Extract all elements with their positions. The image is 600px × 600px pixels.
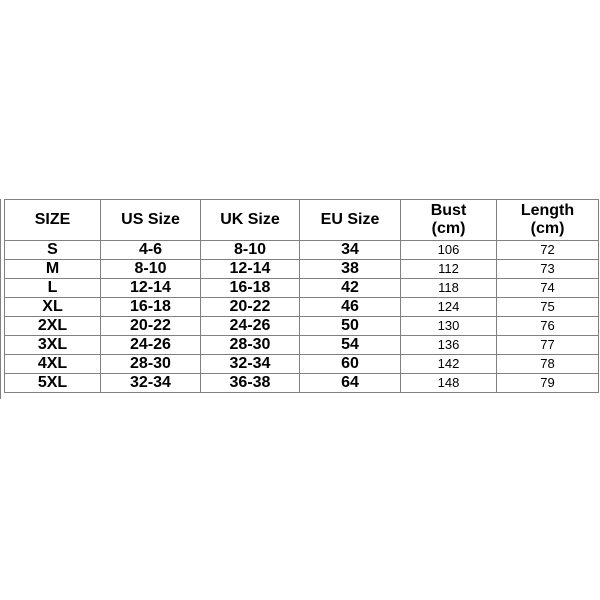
cell-size: M: [5, 260, 101, 279]
cell-length: 75: [497, 298, 599, 317]
header-bust-label: Bust: [430, 202, 467, 219]
header-us-size-label: US Size: [121, 211, 180, 228]
cell-eu-size: 60: [300, 355, 401, 374]
table-row: [5, 374, 599, 393]
cell-us-size: 28-30: [101, 355, 201, 374]
cell-bust: 112: [401, 260, 497, 279]
cell-bust: 130: [401, 317, 497, 336]
cell-eu-size: 46: [300, 298, 401, 317]
cell-eu-size: 34: [300, 241, 401, 260]
table-header-row: [5, 200, 599, 241]
cell-size: 5XL: [5, 374, 101, 393]
table-row: [5, 279, 599, 298]
header-bust-unit: (cm): [431, 220, 466, 237]
cell-uk-size: 28-30: [201, 336, 300, 355]
cell-size: S: [5, 241, 101, 260]
table-row: [5, 317, 599, 336]
cell-size: 2XL: [5, 317, 101, 336]
table-row: [5, 260, 599, 279]
cell-bust: 148: [401, 374, 497, 393]
cell-us-size: 32-34: [101, 374, 201, 393]
cell-length: 73: [497, 260, 599, 279]
cell-bust: 142: [401, 355, 497, 374]
table-row: [5, 355, 599, 374]
header-uk-size-label: UK Size: [220, 211, 280, 228]
cell-eu-size: 42: [300, 279, 401, 298]
header-size-label: SIZE: [34, 211, 71, 228]
cell-eu-size: 64: [300, 374, 401, 393]
header-uk-size: [201, 200, 300, 241]
cell-uk-size: 36-38: [201, 374, 300, 393]
cell-uk-size: 32-34: [201, 355, 300, 374]
table-row: [5, 336, 599, 355]
header-size: [5, 200, 101, 241]
table-row: [5, 298, 599, 317]
cell-eu-size: 38: [300, 260, 401, 279]
header-bust: [401, 200, 497, 241]
cell-length: 74: [497, 279, 599, 298]
cell-uk-size: 20-22: [201, 298, 300, 317]
cell-us-size: 20-22: [101, 317, 201, 336]
size-chart-table: [4, 199, 599, 393]
cell-size: L: [5, 279, 101, 298]
cell-us-size: 16-18: [101, 298, 201, 317]
cell-us-size: 8-10: [101, 260, 201, 279]
cell-us-size: 24-26: [101, 336, 201, 355]
cell-uk-size: 8-10: [201, 241, 300, 260]
cell-uk-size: 24-26: [201, 317, 300, 336]
cell-size: 3XL: [5, 336, 101, 355]
cell-bust: 118: [401, 279, 497, 298]
cell-bust: 106: [401, 241, 497, 260]
table-row: [5, 241, 599, 260]
cell-us-size: 4-6: [101, 241, 201, 260]
header-eu-size: [300, 200, 401, 241]
cell-bust: 136: [401, 336, 497, 355]
cell-length: 78: [497, 355, 599, 374]
cell-length: 76: [497, 317, 599, 336]
cell-uk-size: 16-18: [201, 279, 300, 298]
cell-size: 4XL: [5, 355, 101, 374]
cell-length: 72: [497, 241, 599, 260]
cell-bust: 124: [401, 298, 497, 317]
header-length-unit: (cm): [530, 220, 565, 237]
cell-size: XL: [5, 298, 101, 317]
cell-us-size: 12-14: [101, 279, 201, 298]
header-length-label: Length: [520, 202, 575, 219]
header-us-size: [101, 200, 201, 241]
cell-length: 79: [497, 374, 599, 393]
header-eu-size-label: EU Size: [320, 211, 380, 228]
cell-length: 77: [497, 336, 599, 355]
cell-eu-size: 54: [300, 336, 401, 355]
cell-eu-size: 50: [300, 317, 401, 336]
cell-uk-size: 12-14: [201, 260, 300, 279]
header-length: [497, 200, 599, 241]
